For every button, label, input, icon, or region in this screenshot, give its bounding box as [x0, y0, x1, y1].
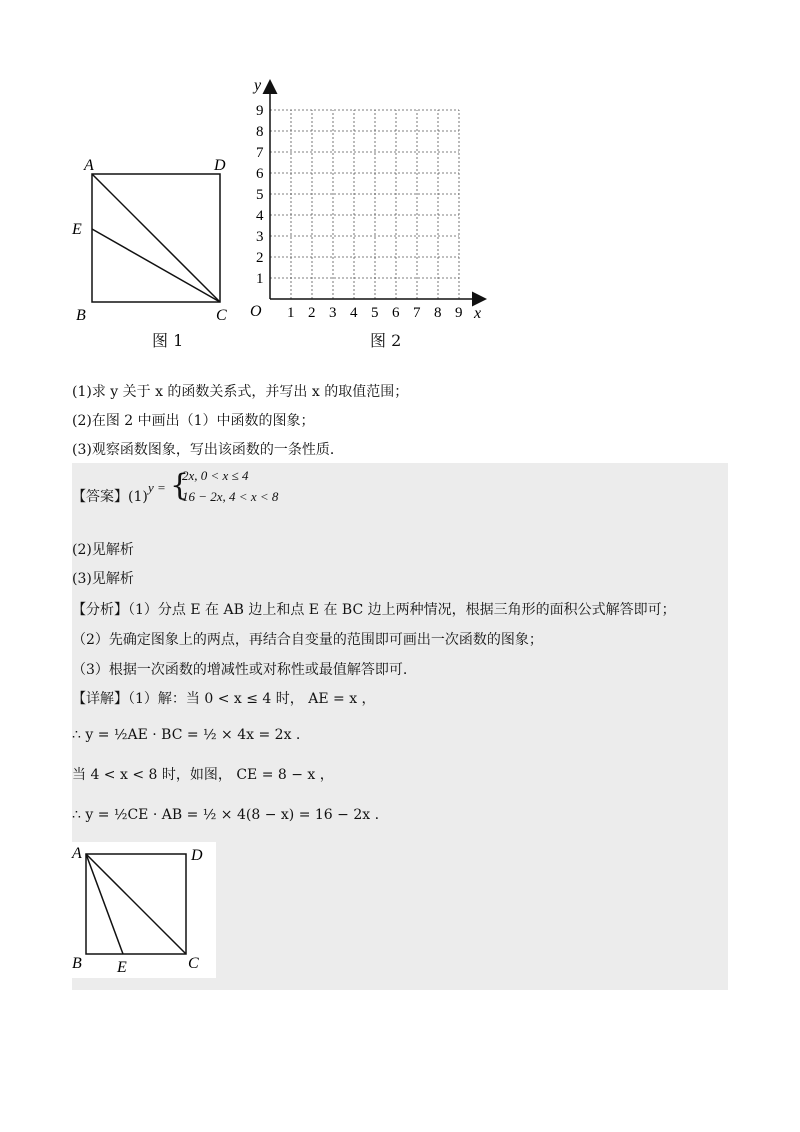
label-d-2: D: [191, 847, 203, 864]
label-c-2: C: [188, 955, 199, 972]
question-3: (3)观察函数图象，写出该函数的一条性质．: [72, 442, 344, 458]
detail-line-1: 【详解】（1）解：当 0 < x ≤ 4 时， AE = x ，: [72, 691, 376, 707]
x-tick-label: 3: [329, 305, 337, 321]
analysis-line-3: （3）根据一次函数的增减性或对称性或最值解答即可.: [72, 662, 408, 678]
label-e-2: E: [117, 959, 127, 976]
origin-label: O: [250, 303, 262, 320]
question-1: (1)求 y 关于 x 的函数关系式，并写出 x 的取值范围；: [72, 384, 409, 400]
figure-2-caption: 图 2: [370, 331, 402, 350]
answer-3: (3)见解析: [72, 571, 134, 587]
y-tick-label: 9: [256, 103, 264, 119]
segment-ac: [92, 174, 220, 302]
y-axis-label: y: [254, 77, 262, 94]
answer-case-2: 16 − 2x, 4 < x < 8: [182, 489, 279, 504]
y-tick-label: 4: [256, 208, 264, 224]
x-tick-label: 1: [287, 305, 295, 321]
figure-3: [66, 842, 216, 978]
x-tick-label: 8: [434, 305, 442, 321]
x-tick-label: 5: [371, 305, 379, 321]
piecewise-brace: {: [170, 468, 190, 503]
label-e: E: [72, 221, 82, 238]
label-c: C: [216, 307, 227, 324]
x-tick-label: 7: [413, 305, 421, 321]
y-tick-label: 8: [256, 124, 264, 140]
segment-ec: [92, 229, 220, 302]
x-tick-label: 2: [308, 305, 316, 321]
question-2: (2)在图 2 中画出（1）中函数的图象；: [72, 413, 315, 429]
figure-1: [60, 150, 240, 350]
answer-heading: 【答案】(1): [72, 489, 148, 505]
figure-2-grid: [240, 72, 500, 328]
analysis-line-2: （2）先确定图象上的两点，再结合自变量的范围即可画出一次函数的图象；: [72, 632, 543, 648]
y-tick-label: 7: [256, 145, 264, 161]
answer-y-eq: y =: [148, 480, 166, 495]
label-b-2: B: [72, 955, 82, 972]
label-b: B: [76, 307, 86, 324]
analysis-line-1: 【分析】（1）分点 E 在 AB 边上和点 E 在 BC 边上两种情况，根据三角形的面积公式解答即可；: [72, 602, 676, 618]
answer-case-1: 2x, 0 < x ≤ 4: [182, 468, 249, 483]
detail-line-2: ∴ y = ½AE · BC = ½ × 4x = 2x .: [72, 727, 301, 743]
label-a-2: A: [72, 845, 82, 862]
x-tick-label: 9: [455, 305, 463, 321]
y-tick-label: 2: [256, 250, 264, 266]
label-a: A: [84, 157, 94, 174]
figure-1-caption: 图 1: [152, 331, 184, 350]
detail-line-4: ∴ y = ½CE · AB = ½ × 4(8 − x) = 16 − 2x .: [72, 807, 380, 823]
y-tick-label: 6: [256, 166, 264, 182]
y-tick-label: 3: [256, 229, 264, 245]
x-tick-label: 4: [350, 305, 358, 321]
answer-2: (2)见解析: [72, 542, 134, 558]
grid-lines: [270, 110, 459, 299]
x-axis-label: x: [474, 305, 482, 322]
label-d: D: [214, 157, 226, 174]
detail-line-3: 当 4 < x < 8 时，如图， CE = 8 − x ，: [72, 767, 334, 783]
x-tick-label: 6: [392, 305, 400, 321]
y-tick-label: 5: [256, 187, 264, 203]
y-tick-label: 1: [256, 271, 264, 287]
